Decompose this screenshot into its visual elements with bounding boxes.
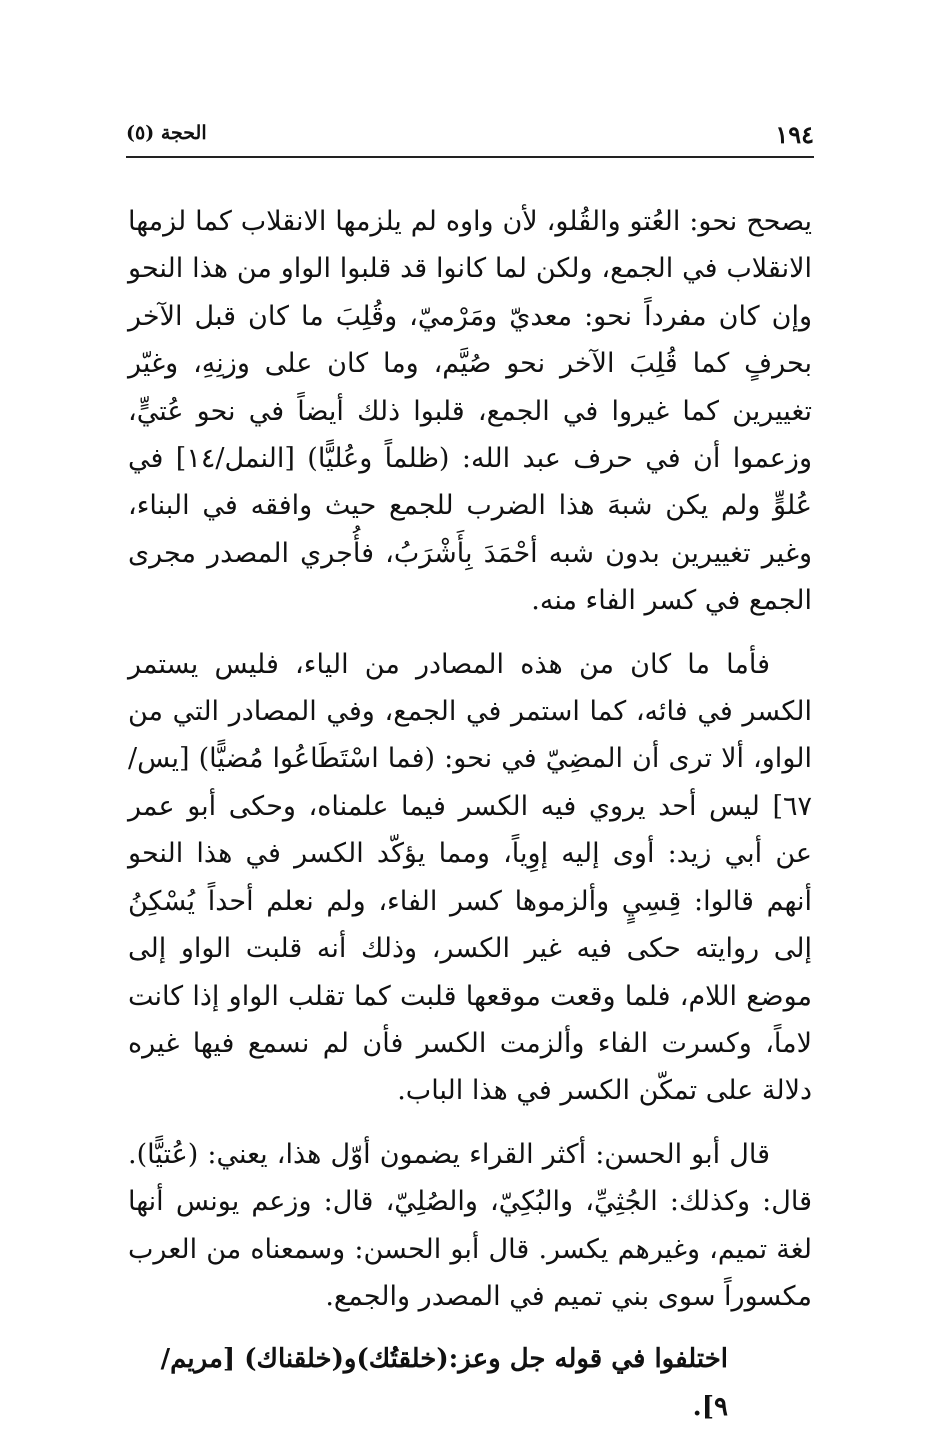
- paragraph-2: فأما ما كان من هذه المصادر من الياء، فليس يستمر الكسر في فائه، كما استمر في الجمع، وفي المصادر التي من الواو، ألا ترى أن المضِيّ في نحو: (فما اسْتَطَاعُوا مُضيًّا) [يس/٦٧] ليس أحد يروي فيه الكسر فيما علمناه، وحكى أبو عمر عن أبي زيد: أوى إليه إوِياً، ومما يؤكّد الكسر في هذا النحو أنهم قالوا: قِسِيٍ وألزموها كسر الفاء، ولم نعلم أحداً يُسْكِنُ إلى روايته حكى فيه غير الكسر، وذلك أنه قلبت الواو إلى موضع اللام، فلما وقعت موقعها قلبت كما تقلب الواو إذا كانت لاماً، وكسرت الفاء وألزمت الكسر فأن لم نسمع فيها غيره دلالة على تمكّن الكسر في هذا الباب.: [128, 648, 812, 1107]
- header-divider: [126, 156, 814, 158]
- section-heading: اختلفوا في قوله جل وعز:(خلقتُك)و(خلقناك) [مريم/٩].: [160, 1344, 728, 1422]
- main-text: [128, 198, 812, 1431]
- running-head: [126, 120, 814, 150]
- page-number: ١٩٤: [775, 120, 814, 149]
- paragraph-1: يصحح نحو: العُتو والقُلو، لأن واوه لم يلزمها الانقلاب كما لزمها الانقلاب في الجمع، ولكن لما كانوا قد قلبوا الواو من هذا النحو وإن كان مفرداً نحو: معديّ ومَرْميّ، وقُلِبَ ما كان قبل الآخر بحرفٍ كما قُلِبَ الآخر نحو صُيَّم، وما كان على وزنِهِ، وغيّر تغييرين كما غيروا في الجمع، قلبوا ذلك أيضاً في نحو عُتيٍّ، وزعموا أن في حرف عبد الله: (ظلماً وعُليًّا) [النمل/١٤] في عُلوٍّ ولم يكن شبهَ هذا الضرب للجمع حيث وافقه في البناء، وغير تغييرين بدون شبه أحْمَدَ بِأَشْرَبُ، فأُجري المصدر مجرى الجمع في كسر الفاء منه.: [128, 206, 812, 617]
- book-title: الحجة (٥): [126, 122, 207, 144]
- paragraph-3: قال أبو الحسن: أكثر القراء يضمون أوّل هذا، يعني: (عُتيًّا). قال: وكذلك: الجُثِيِّ، والبُكِيّ، والصُلِيّ، قال: وزعم يونس أنها لغة تميم، وغيرهم يكسر. قال أبو الحسن: وسمعناه من العرب مكسوراً سوى بني تميم في المصدر والجمع.: [128, 1138, 812, 1312]
